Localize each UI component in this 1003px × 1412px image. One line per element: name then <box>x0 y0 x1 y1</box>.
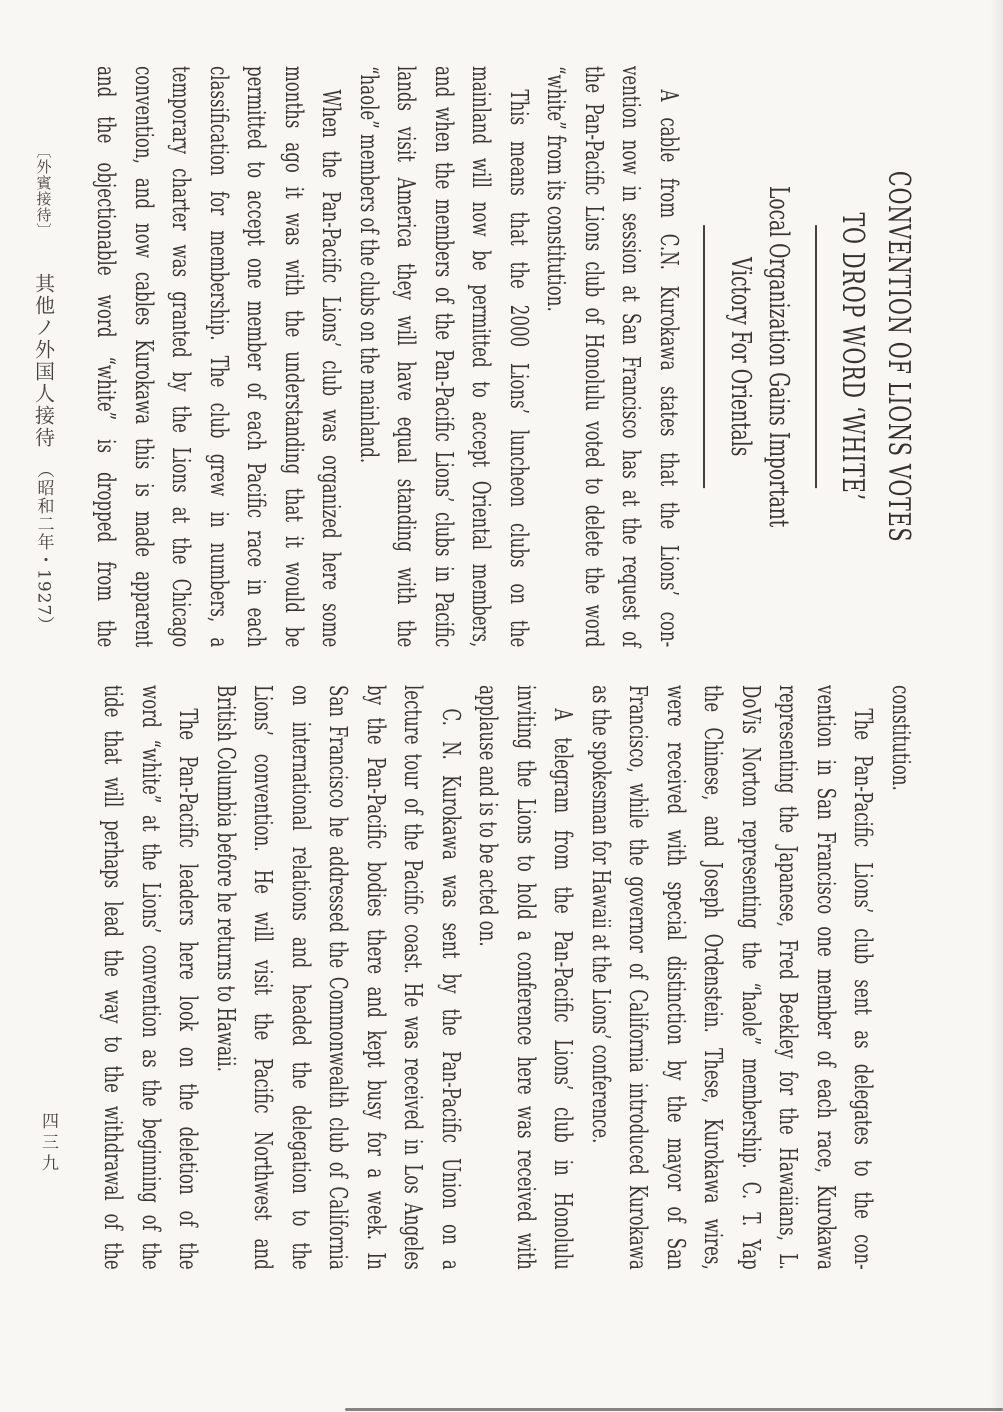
subtitle-line-1: Local Organization Gains Important <box>763 186 794 528</box>
page-number: 四三九 <box>38 1112 58 1175</box>
article-column-left <box>0 66 1003 647</box>
text-line: tide that will perhaps lead the way to the withdrawal of the <box>99 685 128 1270</box>
text-line: applause and is to be acted on. <box>474 685 503 947</box>
text-line: lands visit America they will have equal standing with the <box>392 66 421 648</box>
text-line: A cable from C.N. Kurokawa states that the Lions’ con- <box>655 89 683 648</box>
text-line: constitution. <box>887 685 915 791</box>
divider-rule-top <box>815 225 817 488</box>
text-line: the Chinese, and Joseph Ordenstein. These, Kurokawa wires, <box>699 685 728 1270</box>
text-line: British Columbia before he returns to Hawaii. <box>212 685 240 1072</box>
text-line: representing the Japanese, Fred Beekley for the Hawaiians, L. <box>774 685 803 1270</box>
text-line: classification for membership. The club grew in numbers, a <box>205 66 233 648</box>
text-line: Lions’ convention. He will visit the Pacific Northwest and <box>249 685 278 1270</box>
headline-line-1: CONVENTION OF LIONS VOTES <box>881 170 916 543</box>
text-line: inviting the Lions to hold a conference here was received with <box>512 685 540 1270</box>
text-line: C. N. Kurokawa was sent by the Pan-Pacific Union on a <box>437 708 465 1270</box>
article-body-left <box>87 66 703 647</box>
text-line: were received with special distinction by the mayor of San <box>662 685 690 1270</box>
text-line: months ago it was with the understanding that it would be <box>280 66 308 648</box>
text-line: San Francisco he addressed the Commonwealth club of California <box>324 685 353 1270</box>
text-line: lecture tour of the Pacific coast. He was received in Los Angeles <box>399 685 428 1270</box>
text-line: mainland will now be permitted to accept Oriental members, <box>467 66 496 648</box>
text-line: This means that the 2000 Lions’ luncheon clubs on the <box>505 89 533 648</box>
caption-series-label: 〔外賓接待〕 <box>34 143 53 239</box>
text-line: permitted to accept one member of each Pacific race in each <box>242 66 271 648</box>
text-line: “white” from its constitution. <box>542 66 571 312</box>
article-column-right <box>0 685 1003 1270</box>
text-line: Francisco, while the governor of California introduced Kurokawa <box>624 685 653 1270</box>
text-line: The Pan-Pacific leaders here look on the deletion of the <box>174 708 203 1270</box>
article-body-right <box>94 685 1003 1270</box>
text-line: by the Pan-Pacific bodies there and kept busy for a week. In <box>362 685 390 1270</box>
text-line: “haole” members of the clubs on the mainland. <box>355 66 383 464</box>
text-line: and when the members of the Pan-Pacific Lions’ clubs in Pacific <box>430 66 458 648</box>
text-line: and the objectionable word “white” is dropped from the <box>92 66 121 648</box>
text-line: temporary charter was granted by the Lions at the Chicago <box>167 66 196 648</box>
text-line: as the spokesman for Hawaii at the Lions’ conference. <box>587 685 615 1144</box>
text-line: vention now in session at San Francisco has at the request of <box>617 66 646 648</box>
headline-line-2: TO DROP WORD ‘WHITE’ <box>835 212 870 501</box>
caption-section-title: 其他ノ外国人接待 <box>31 273 56 449</box>
text-line: convention, and now cables Kurokawa this is made apparent <box>130 66 158 648</box>
text-line: on international relations and headed the delegation to the <box>287 685 315 1270</box>
text-line: The Pan-Pacific Lions’ club sent as delegates to the con- <box>849 708 878 1270</box>
japanese-side-caption <box>24 143 64 634</box>
caption-date-note: （昭和二年・1927） <box>33 461 54 635</box>
text-line: the Pan-Pacific Lions club of Honolulu voted to delete the word <box>580 66 608 648</box>
subtitle-line-2: Victory For Orientals <box>725 256 756 457</box>
text-line: word “white” at the Lions’ convention as the beginning of the <box>137 685 165 1270</box>
text-line: A telegram from the Pan-Pacific Lions’ club in Honolulu <box>549 708 578 1270</box>
text-line: When the Pan-Pacific Lions’ club was organized here some <box>317 89 346 648</box>
divider-rule-bottom <box>703 225 705 488</box>
text-line: DoVis Norton representing the “haole” membership. C. T. Yap <box>737 685 765 1270</box>
text-line: vention in San Francisco one member of each race, Kurokawa <box>812 685 840 1270</box>
